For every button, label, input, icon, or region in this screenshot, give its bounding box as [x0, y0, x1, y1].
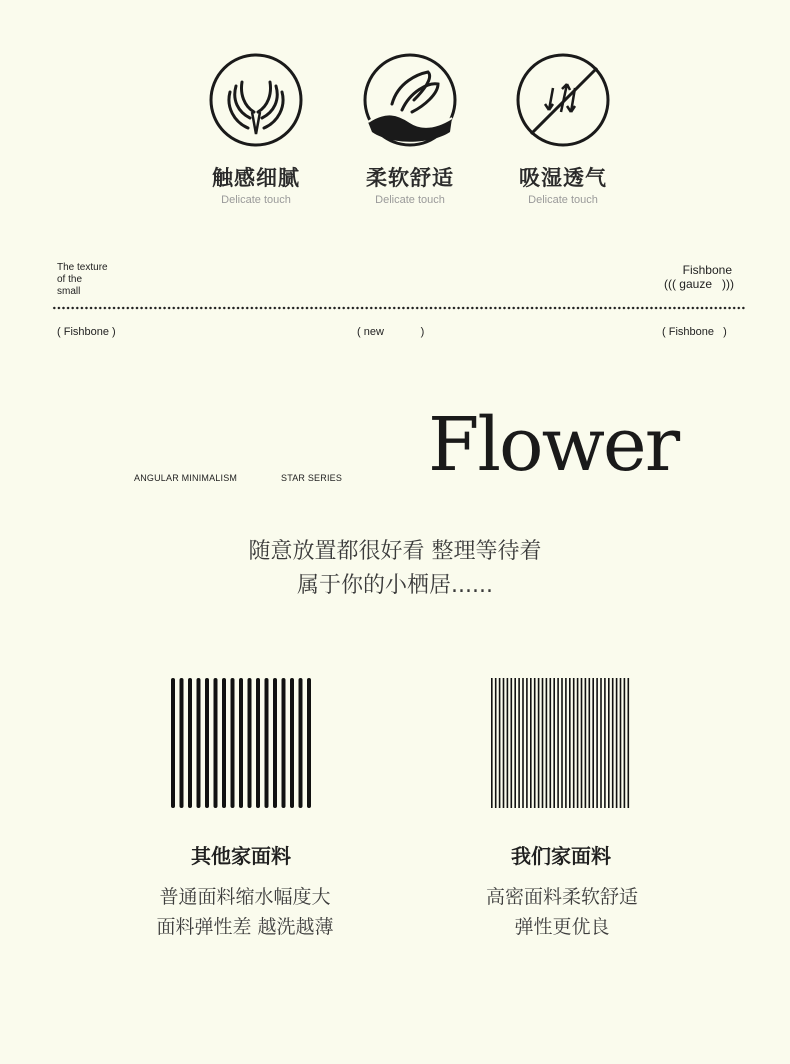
- feature-soft: [335, 52, 485, 206]
- stripe: [491, 678, 493, 808]
- stripe: [581, 678, 583, 808]
- stripe: [197, 678, 201, 808]
- stripe: [546, 678, 548, 808]
- feature-title: 触感细腻: [212, 166, 300, 190]
- fine-stripes-graphic: [488, 676, 634, 810]
- fishbone-title: Fishbone: [682, 263, 732, 277]
- stripe: [538, 678, 540, 808]
- stripe: [534, 678, 536, 808]
- stripe: [553, 678, 555, 808]
- stripe: [205, 678, 209, 808]
- stripe: [307, 678, 311, 808]
- stripe: [188, 678, 192, 808]
- our-fabric-desc: [432, 882, 692, 942]
- tag-star-series: STAR SERIES: [281, 473, 343, 483]
- feature-subtitle: Delicate touch: [221, 194, 291, 206]
- stripe: [573, 678, 575, 808]
- row-label-right: ( Fishbone ): [662, 326, 727, 338]
- stripe: [518, 678, 520, 808]
- stripe: [248, 678, 252, 808]
- poem-line-1: 随意放置都很好看 整理等待着: [248, 539, 542, 564]
- stripe: [569, 678, 571, 808]
- row-label-left: ( Fishbone ): [57, 326, 116, 338]
- stripe: [565, 678, 567, 808]
- stripe: [499, 678, 501, 808]
- stripe: [628, 678, 630, 808]
- stripe: [589, 678, 591, 808]
- stripe: [282, 678, 286, 808]
- stripe: [550, 678, 552, 808]
- texture-caption: [57, 262, 108, 298]
- stripe: [265, 678, 269, 808]
- dotted-divider: [52, 306, 746, 310]
- stripe: [620, 678, 622, 808]
- stripe: [514, 678, 516, 808]
- stripe: [596, 678, 598, 808]
- feature-subtitle: Delicate touch: [375, 194, 445, 206]
- stripe: [511, 678, 513, 808]
- feature-subtitle: Delicate touch: [528, 194, 598, 206]
- stripe: [600, 678, 602, 808]
- hands-icon: [208, 52, 304, 148]
- stripe: [608, 678, 610, 808]
- stripe: [231, 678, 235, 808]
- coarse-stripes-graphic: [168, 676, 316, 810]
- stripe: [503, 678, 505, 808]
- caption-line: small: [57, 286, 81, 297]
- feature-title: 吸湿透气: [519, 166, 607, 190]
- stripe: [604, 678, 606, 808]
- other-fabric-desc: [115, 882, 375, 942]
- stripe: [530, 678, 532, 808]
- stripe: [290, 678, 294, 808]
- other-fabric-title: 其他家面料: [191, 844, 291, 868]
- stripe: [542, 678, 544, 808]
- stripe: [171, 678, 175, 808]
- stripe: [557, 678, 559, 808]
- flower-heading: Flower: [428, 402, 679, 488]
- stripe: [624, 678, 626, 808]
- feature-title: 柔软舒适: [366, 166, 454, 190]
- stripe: [256, 678, 260, 808]
- desc-line: 普通面料缩水幅度大: [159, 886, 331, 908]
- stripe: [214, 678, 218, 808]
- stripe: [585, 678, 587, 808]
- stripe: [507, 678, 509, 808]
- gauze-label: ((( gauze ))): [663, 277, 734, 291]
- desc-line: 高密面料柔软舒适: [485, 886, 638, 908]
- stripe: [522, 678, 524, 808]
- stripe: [526, 678, 528, 808]
- wave-fingers-icon: [362, 52, 458, 148]
- stripe: [239, 678, 243, 808]
- desc-line: 面料弹性差 越洗越薄: [156, 916, 334, 938]
- feature-breathable: [488, 52, 638, 206]
- tag-angular-minimalism: ANGULAR MINIMALISM: [134, 473, 238, 483]
- stripe: [299, 678, 303, 808]
- stripe: [495, 678, 497, 808]
- stripe: [222, 678, 226, 808]
- stripe: [180, 678, 184, 808]
- caption-line: of the: [57, 274, 83, 285]
- stripe: [577, 678, 579, 808]
- stripe: [616, 678, 618, 808]
- stripe: [592, 678, 594, 808]
- poem-line-2: 属于你的小栖居......: [297, 573, 493, 598]
- caption-line: The texture: [57, 262, 108, 273]
- airflow-arrows-icon: [515, 52, 611, 148]
- stripe: [273, 678, 277, 808]
- stripe: [561, 678, 563, 808]
- stripe: [612, 678, 614, 808]
- our-fabric-title: 我们家面料: [511, 844, 611, 868]
- row-label-mid: ( new ): [357, 326, 425, 338]
- feature-touch: [181, 52, 331, 206]
- desc-line: 弹性更优良: [514, 916, 610, 938]
